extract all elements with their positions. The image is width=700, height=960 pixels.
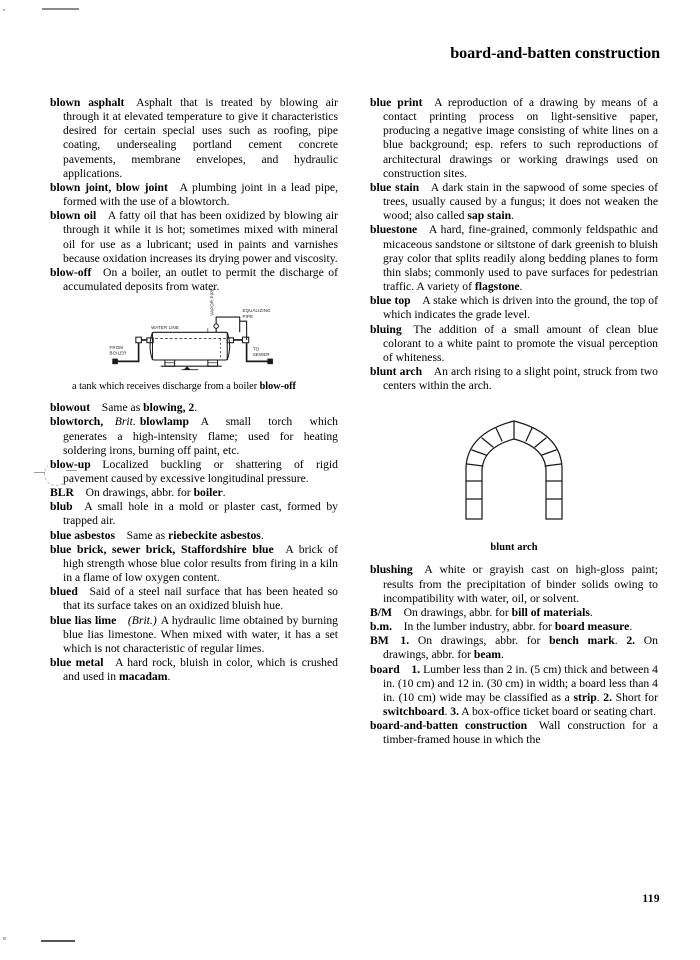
scan-artifact-dot-bottom — [3, 937, 6, 940]
headword: BM — [370, 634, 389, 648]
definition-text: Asphalt that is treated by blowing air through it at elevated temperature to give it characteristics desired for certain special uses such as roofing, pipe coating, undersealing portland cement concrete pavements, membrane envelopes, and hydraulic applications. — [63, 96, 338, 180]
headword: bluestone — [370, 223, 418, 237]
entry-bm-upper — [370, 634, 658, 662]
headword: blown oil — [50, 209, 97, 223]
headword-register: (Brit.) — [127, 613, 157, 627]
entry-blued — [50, 585, 338, 613]
blunt-arch-diagram — [450, 407, 578, 531]
definition-text: A stake which is driven into the ground, the top of which indicates the grade level. — [383, 294, 658, 322]
definition-text: A brick of high strength whose blue color results from firing in a kiln in a flame of low oxygen content. — [63, 542, 338, 585]
headword: blow-off — [50, 265, 92, 279]
definition-text: A small hole in a mold or plaster cast, formed by trapped air. — [63, 500, 338, 528]
headword: blue stain — [370, 180, 420, 194]
headword: blown joint, blow joint — [50, 180, 168, 194]
headword: blue lias lime — [50, 613, 117, 627]
headword: blowout — [50, 401, 91, 415]
definition-text: A reproduction of a drawing by means of a contact printing process on light-sensitive paper, producing a negative image consisting of white lines on a blue background; esp. refers to such reproductions of architectural drawings or working drawings used on construction sites. — [383, 96, 658, 180]
figure-blunt-arch — [370, 407, 658, 554]
entry-blue-print — [370, 96, 658, 181]
definition-parts: A hard, fine-grained, commonly feldspathic and micaceous sandstone or siltstone of dark greenish to bluish gray color that splits readily along bedding planes to form thin slabs; commonly used to pave surfaces for pedestrian traffic. A variety of flagstone. — [383, 223, 658, 294]
definition-parts: In the lumber industry, abbr. for board measure. — [403, 620, 633, 634]
entry-blue-metal — [50, 656, 338, 684]
definition-parts: 1. Lumber less than 2 in. (5 cm) thick and between 4 in. (10 cm) and 12 in. (30 cm) in width; a board less than 4 in. (10 cm) wide may be classified as a strip. 2. Short for switchboard. 3. A box-office ticket board or seating chart. — [383, 662, 658, 718]
headword: blue top — [370, 294, 411, 308]
headword: board — [370, 662, 400, 676]
label-vapor-pipe: VAPOR PIPE — [209, 288, 215, 316]
headword: blushing — [370, 563, 413, 577]
label-from-1: FROM — [109, 345, 124, 351]
entry-blow-up — [50, 458, 338, 486]
definition-text: The addition of a small amount of clean blue colorant to a white paint to promote the visual perception of whiteness. — [383, 322, 658, 364]
scan-artifact-line-top — [42, 8, 79, 10]
headword: b.m. — [370, 620, 392, 634]
figure-caption-blowoff — [50, 380, 338, 393]
entry-bm-lower — [370, 620, 658, 634]
headword: blue metal — [50, 656, 104, 669]
headword: blown asphalt — [50, 96, 125, 109]
headword: BLR — [50, 486, 74, 500]
definition-parts: On drawings, abbr. for bill of materials. — [403, 605, 593, 619]
entry-blue-top — [370, 294, 658, 322]
page-number: 119 — [642, 893, 660, 905]
entry-blown-joint — [50, 181, 338, 209]
entry-blue-lias-lime — [50, 614, 338, 656]
definition-text: An arch rising to a slight point, struck from two centers within the arch. — [383, 364, 658, 393]
definition-text: A white or grayish cast on high-gloss paint; results from the precipitation of binder solids owing to incompatibility with water, oil, or solvent. — [383, 563, 658, 605]
entry-blushing — [370, 563, 658, 605]
entry-bm-slash — [370, 606, 658, 620]
headword: blue asbestos — [50, 528, 116, 542]
label-sewer-2: SEWER — [252, 352, 270, 358]
figure-caption-blunt-arch: blunt arch — [490, 542, 538, 554]
headword: B/M — [370, 605, 392, 619]
definition-parts: Same as blowing, 2. — [101, 401, 198, 415]
entry-blunt-arch — [370, 365, 658, 393]
definition-parts: 1. On drawings, abbr. for bench mark. 2. On drawings, abbr. for beam. — [383, 634, 659, 662]
blowoff-tank-diagram — [104, 288, 284, 377]
headword: blowtorch, — [50, 415, 104, 429]
headword: blub — [50, 500, 73, 514]
definition-text: A small torch which generates a high-intensity flame; used for heating soldering irons, burning off paint, etc. — [63, 415, 338, 457]
entry-board-and-batten — [370, 719, 658, 747]
caption-text: a tank which receives discharge from a boiler — [72, 381, 260, 393]
headword: board-and-batten construction — [370, 719, 528, 733]
label-equalizing-pipe-1: EQUALIZING — [242, 308, 271, 314]
label-to-1: TO — [252, 346, 260, 352]
entry-blue-stain — [370, 181, 658, 223]
entry-blr — [50, 486, 338, 500]
left-column — [50, 96, 338, 684]
definition-parts: A dark stain in the sapwood of some species of trees, usually caused by a fungus; it does not weaken the wood; also called sap stain. — [383, 180, 658, 223]
headword: blunt arch — [370, 364, 423, 378]
headword: bluing — [370, 322, 402, 336]
scan-artifact-dot-top — [3, 9, 5, 11]
definition-text: On a boiler, an outlet to permit the discharge of accumulated deposits from water. — [63, 265, 338, 294]
headword-variant: blowlamp — [139, 415, 189, 429]
entry-bluing — [370, 323, 658, 365]
scan-artifact-tick-left — [34, 472, 45, 473]
figure-blowoff-tank — [50, 288, 338, 393]
entry-blown-asphalt — [50, 96, 338, 181]
definition-text: Said of a steel nail surface that has been heated so that its surface takes on an oxidized bluish hue. — [63, 585, 338, 613]
entry-blown-oil — [50, 209, 338, 266]
headword: blow-up — [50, 457, 91, 471]
entry-board — [370, 663, 658, 720]
definition-text: A hydraulic lime obtained by burning blue lias limestone. When mixed with water, it has a set which is not characteristic of regular limes. — [63, 613, 338, 655]
label-equalizing-pipe-2: PIPE — [242, 313, 254, 319]
label-boiler-2: BOILER — [109, 350, 127, 356]
definition-text: Localized buckling or shattering of rigid pavement caused by excessive longitudinal pressure. — [63, 457, 338, 485]
running-head: board-and-batten construction — [450, 44, 660, 62]
headword: blue brick, sewer brick, Staffordshire blue — [50, 542, 274, 556]
entry-bluestone — [370, 223, 658, 294]
entry-blue-brick — [50, 543, 338, 585]
entry-blowtorch — [50, 415, 338, 457]
scan-artifact-line-bottom — [41, 940, 75, 942]
definition-text: A plumbing joint in a lead pipe, formed with the use of a blowtorch. — [63, 180, 338, 209]
definition-parts: Same as riebeckite asbestos. — [126, 528, 264, 542]
definition-parts: A hard rock, bluish in color, which is crushed and used in macadam. — [63, 656, 338, 684]
label-water-line: WATER LINE — [151, 325, 179, 331]
definition-parts: On drawings, abbr. for boiler. — [85, 486, 226, 500]
headword: blue print — [370, 96, 423, 109]
definition-text: Wall construction for a timber-framed house in which the — [383, 719, 658, 747]
right-column — [370, 96, 658, 747]
entry-blub — [50, 500, 338, 528]
entry-blowout — [50, 401, 338, 415]
caption-bold-term: blow-off — [259, 381, 296, 393]
entry-blue-asbestos — [50, 529, 338, 543]
headword-register: Brit. — [114, 415, 136, 429]
entry-blow-off — [50, 266, 338, 294]
headword: blued — [50, 585, 78, 599]
definition-text: A fatty oil that has been oxidized by blowing air through it while it is hot; sometimes mixed with mineral oil for use as a lubricant; used in paints and varnishes because oxidation increases its drying power and viscosity. — [63, 209, 338, 265]
